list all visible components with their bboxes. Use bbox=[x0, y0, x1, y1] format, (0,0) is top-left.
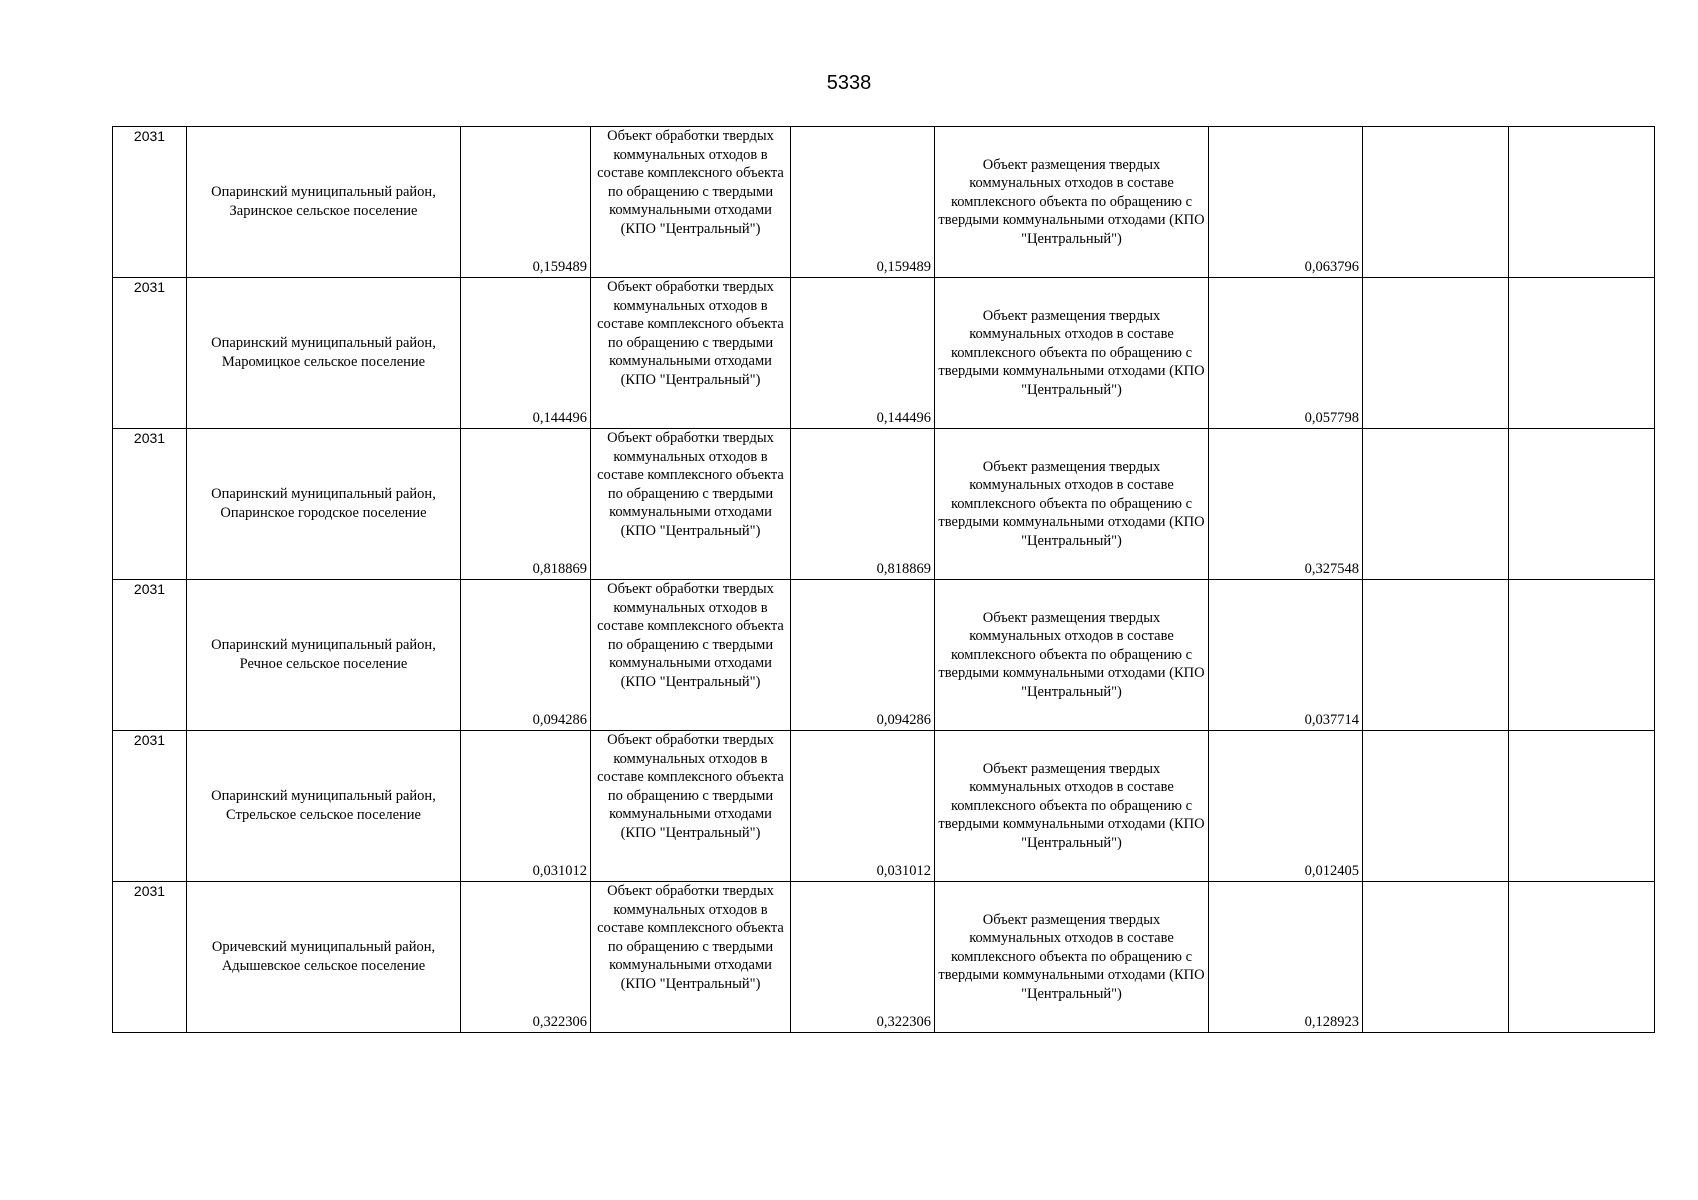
value1-cell: 0,159489 bbox=[461, 127, 591, 278]
area-cell: Опаринский муниципальный район, Заринское сельское поселение bbox=[187, 127, 461, 278]
empty-cell bbox=[1363, 429, 1509, 580]
value2-cell: 0,322306 bbox=[791, 882, 935, 1033]
year-cell: 2031 bbox=[113, 429, 187, 580]
processing-object-cell: Объект обработки твердых коммунальных отходов в составе комплексного объекта по обращению с твердыми коммунальными отходами (КПО "Центральный") bbox=[591, 429, 791, 580]
year-cell: 2031 bbox=[113, 882, 187, 1033]
year-cell: 2031 bbox=[113, 278, 187, 429]
area-cell: Опаринский муниципальный район, Стрельское сельское поселение bbox=[187, 731, 461, 882]
empty-cell bbox=[1509, 731, 1655, 882]
year-cell: 2031 bbox=[113, 127, 187, 278]
value2-cell: 0,159489 bbox=[791, 127, 935, 278]
table-row bbox=[113, 127, 1655, 278]
empty-cell bbox=[1363, 580, 1509, 731]
empty-cell bbox=[1363, 882, 1509, 1033]
value3-cell: 0,012405 bbox=[1209, 731, 1363, 882]
processing-object-cell: Объект обработки твердых коммунальных отходов в составе комплексного объекта по обращению с твердыми коммунальными отходами (КПО "Центральный") bbox=[591, 278, 791, 429]
year-cell: 2031 bbox=[113, 731, 187, 882]
year-cell: 2031 bbox=[113, 580, 187, 731]
table-row bbox=[113, 429, 1655, 580]
value3-cell: 0,037714 bbox=[1209, 580, 1363, 731]
value1-cell: 0,031012 bbox=[461, 731, 591, 882]
value1-cell: 0,322306 bbox=[461, 882, 591, 1033]
empty-cell bbox=[1509, 278, 1655, 429]
value1-cell: 0,094286 bbox=[461, 580, 591, 731]
table-row bbox=[113, 882, 1655, 1033]
value1-cell: 0,818869 bbox=[461, 429, 591, 580]
value2-cell: 0,031012 bbox=[791, 731, 935, 882]
empty-cell bbox=[1363, 731, 1509, 882]
value3-cell: 0,063796 bbox=[1209, 127, 1363, 278]
table-row bbox=[113, 731, 1655, 882]
processing-object-cell: Объект обработки твердых коммунальных отходов в составе комплексного объекта по обращению с твердыми коммунальными отходами (КПО "Центральный") bbox=[591, 882, 791, 1033]
empty-cell bbox=[1509, 580, 1655, 731]
empty-cell bbox=[1363, 278, 1509, 429]
processing-object-cell: Объект обработки твердых коммунальных отходов в составе комплексного объекта по обращению с твердыми коммунальными отходами (КПО "Центральный") bbox=[591, 127, 791, 278]
processing-object-cell: Объект обработки твердых коммунальных отходов в составе комплексного объекта по обращению с твердыми коммунальными отходами (КПО "Центральный") bbox=[591, 731, 791, 882]
empty-cell bbox=[1509, 882, 1655, 1033]
value1-cell: 0,144496 bbox=[461, 278, 591, 429]
area-cell: Опаринский муниципальный район, Речное сельское поселение bbox=[187, 580, 461, 731]
waste-flow-table bbox=[112, 126, 1655, 1033]
empty-cell bbox=[1509, 429, 1655, 580]
placement-object-cell: Объект размещения твердых коммунальных отходов в составе комплексного объекта по обращению с твердыми коммунальными отходами (КПО "Центральный") bbox=[935, 429, 1209, 580]
table-row bbox=[113, 278, 1655, 429]
empty-cell bbox=[1363, 127, 1509, 278]
placement-object-cell: Объект размещения твердых коммунальных отходов в составе комплексного объекта по обращению с твердыми коммунальными отходами (КПО "Центральный") bbox=[935, 127, 1209, 278]
placement-object-cell: Объект размещения твердых коммунальных отходов в составе комплексного объекта по обращению с твердыми коммунальными отходами (КПО "Центральный") bbox=[935, 278, 1209, 429]
placement-object-cell: Объект размещения твердых коммунальных отходов в составе комплексного объекта по обращению с твердыми коммунальными отходами (КПО "Центральный") bbox=[935, 731, 1209, 882]
table-body bbox=[113, 127, 1655, 1033]
empty-cell bbox=[1509, 127, 1655, 278]
area-cell: Оричевский муниципальный район, Адышевское сельское поселение bbox=[187, 882, 461, 1033]
table-row bbox=[113, 580, 1655, 731]
value3-cell: 0,128923 bbox=[1209, 882, 1363, 1033]
value3-cell: 0,057798 bbox=[1209, 278, 1363, 429]
value2-cell: 0,144496 bbox=[791, 278, 935, 429]
placement-object-cell: Объект размещения твердых коммунальных отходов в составе комплексного объекта по обращению с твердыми коммунальными отходами (КПО "Центральный") bbox=[935, 882, 1209, 1033]
value3-cell: 0,327548 bbox=[1209, 429, 1363, 580]
placement-object-cell: Объект размещения твердых коммунальных отходов в составе комплексного объекта по обращению с твердыми коммунальными отходами (КПО "Центральный") bbox=[935, 580, 1209, 731]
value2-cell: 0,818869 bbox=[791, 429, 935, 580]
area-cell: Опаринский муниципальный район, Опаринское городское поселение bbox=[187, 429, 461, 580]
area-cell: Опаринский муниципальный район, Маромицкое сельское поселение bbox=[187, 278, 461, 429]
value2-cell: 0,094286 bbox=[791, 580, 935, 731]
page-number: 5338 bbox=[826, 72, 872, 94]
processing-object-cell: Объект обработки твердых коммунальных отходов в составе комплексного объекта по обращению с твердыми коммунальными отходами (КПО "Центральный") bbox=[591, 580, 791, 731]
